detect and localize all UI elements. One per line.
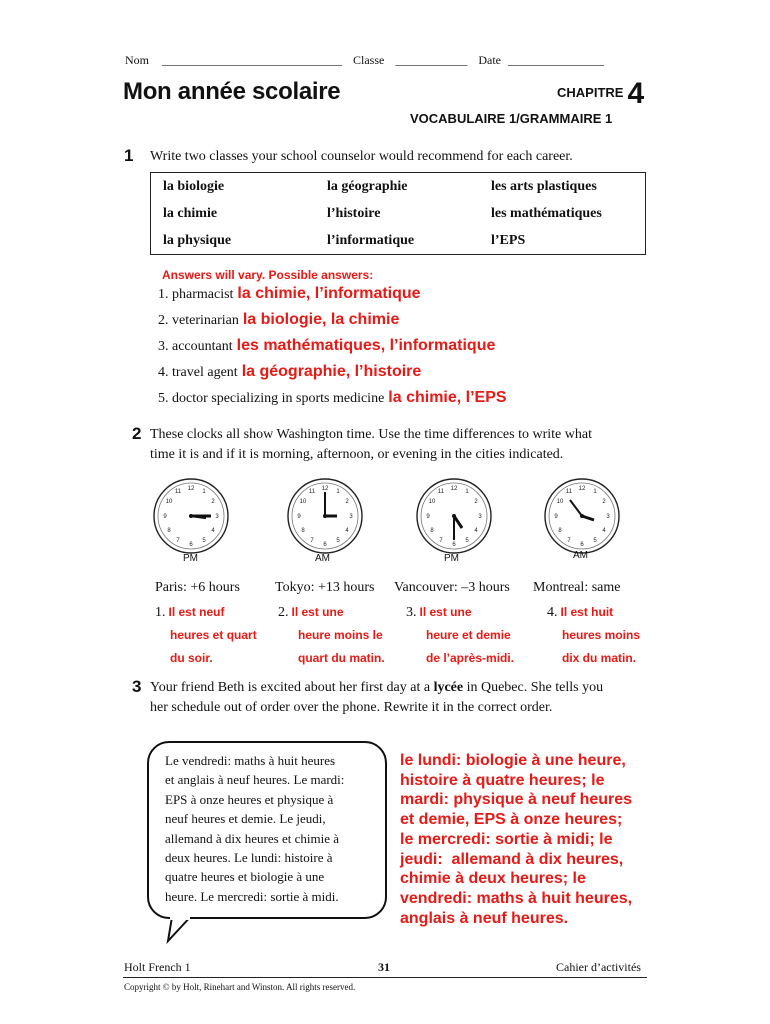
- question-3-prompt-line: her schedule out of order over the phone. Rewrite it in the correct order.: [150, 700, 553, 715]
- svg-text:9: 9: [163, 514, 167, 520]
- name-class-date-line: [125, 53, 604, 68]
- clock-period-label: PM: [444, 553, 459, 564]
- footer-rule: [123, 977, 647, 978]
- city-offset: Tokyo: +13 hours: [275, 580, 375, 595]
- word-row: [151, 227, 646, 255]
- footer-book-title: Holt French 1: [124, 960, 191, 974]
- time-answer-line: heure et demie: [426, 628, 511, 642]
- city-offset: Paris: +6 hours: [155, 580, 240, 595]
- schedule-answer-line: vendredi: maths à huit heures,: [400, 889, 633, 907]
- schedule-answer-line: mardi: physique à neuf heures: [400, 791, 633, 809]
- schedule-answer-line: anglais à neuf heures.: [400, 909, 569, 927]
- tail-joint: [170, 914, 190, 920]
- word-box: [150, 172, 646, 255]
- svg-text:12: 12: [187, 486, 195, 492]
- svg-text:8: 8: [558, 528, 562, 534]
- question-3-prompt: [150, 678, 603, 718]
- answers-note: Answers will vary. Possible answers:: [162, 268, 374, 282]
- svg-text:1: 1: [593, 489, 597, 495]
- time-answer-line: de l’après-midi.: [426, 651, 515, 665]
- svg-text:10: 10: [556, 499, 564, 505]
- svg-text:8: 8: [167, 528, 171, 534]
- svg-text:8: 8: [430, 528, 434, 534]
- time-answer-line: du soir.: [170, 651, 213, 665]
- clock-period-label: PM: [183, 553, 198, 564]
- question-3-prompt-bold: lycée: [433, 680, 464, 695]
- career-answer: la chimie, l’EPS: [388, 389, 507, 406]
- svg-text:11: 11: [565, 489, 573, 495]
- nom-blank: ______________________________: [162, 53, 342, 67]
- time-answer-line: Il est une: [291, 605, 344, 619]
- svg-text:5: 5: [202, 538, 206, 544]
- bubble-line: et anglais à neuf heures. Le mardi:: [165, 772, 345, 788]
- svg-text:6: 6: [189, 542, 193, 548]
- clock-face-icon: [285, 476, 365, 556]
- career-answer: la chimie, l’informatique: [237, 285, 421, 302]
- career-answer: les mathématiques, l’informatique: [236, 337, 496, 354]
- career-answer: la biologie, la chimie: [242, 311, 400, 328]
- question-3-number: 3: [132, 677, 142, 696]
- svg-text:1: 1: [465, 489, 469, 495]
- svg-text:9: 9: [554, 514, 558, 520]
- svg-text:12: 12: [321, 486, 329, 492]
- svg-text:11: 11: [174, 489, 182, 495]
- question-3-prompt-text: in Quebec. She tells you: [463, 680, 604, 695]
- svg-text:3: 3: [349, 514, 353, 520]
- svg-text:4: 4: [345, 528, 349, 534]
- city-offset: Vancouver: –3 hours: [394, 580, 510, 595]
- bubble-line: allemand à dix heures et chimie à: [165, 830, 339, 846]
- svg-text:5: 5: [336, 538, 340, 544]
- time-answer-line: Il est neuf: [168, 605, 225, 619]
- svg-text:6: 6: [452, 542, 456, 548]
- footer-workbook: Cahier d’activités: [556, 960, 641, 974]
- chapter-number: 4: [627, 77, 645, 110]
- svg-text:2: 2: [211, 499, 215, 505]
- career-item: [158, 389, 507, 407]
- classe-blank: ____________: [395, 53, 468, 67]
- svg-text:4: 4: [602, 528, 606, 534]
- svg-text:12: 12: [450, 486, 458, 492]
- career-item: [158, 311, 399, 329]
- time-answer-number: 4.: [547, 605, 558, 620]
- bubble-line: quatre heures et biologie à une: [165, 869, 325, 885]
- clock-face-icon: [414, 476, 494, 556]
- question-1-prompt: Write two classes your school counselor would recommend for each career.: [150, 149, 573, 164]
- word-cell: l’histoire: [327, 205, 381, 221]
- question-2-number: 2: [132, 424, 142, 443]
- svg-text:9: 9: [426, 514, 430, 520]
- nom-label: Nom: [125, 53, 149, 67]
- time-answer: [155, 601, 257, 670]
- bubble-line: neuf heures et demie. Le jeudi,: [165, 811, 326, 827]
- svg-text:11: 11: [308, 489, 316, 495]
- time-answer-number: 1.: [155, 605, 166, 620]
- word-cell: la chimie: [163, 205, 218, 221]
- svg-text:3: 3: [606, 514, 610, 520]
- section-heading: VOCABULAIRE 1/GRAMMAIRE 1: [410, 111, 613, 126]
- word-cell: les arts plastiques: [491, 178, 597, 194]
- city-offset: Montreal: same: [533, 580, 621, 595]
- time-answer-number: 2.: [278, 605, 289, 620]
- svg-text:10: 10: [299, 499, 307, 505]
- bubble-line: heure. Le mercredi: sortie à midi.: [165, 888, 339, 904]
- svg-text:4: 4: [211, 528, 215, 534]
- date-label: Date: [478, 53, 501, 67]
- svg-text:8: 8: [301, 528, 305, 534]
- clock-face-icon: [151, 476, 231, 556]
- word-cell: la biologie: [163, 178, 225, 194]
- career-label: 5. doctor specializing in sports medicine: [158, 391, 385, 406]
- career-label: 2. veterinarian: [158, 313, 239, 328]
- svg-text:10: 10: [165, 499, 173, 505]
- word-row: [151, 173, 646, 201]
- bubble-line: Le vendredi: maths à huit heures: [165, 753, 336, 768]
- time-answer-number: 3.: [406, 605, 417, 620]
- svg-text:6: 6: [323, 542, 327, 548]
- time-answer-line: Il est une: [419, 605, 472, 619]
- word-cell: l’EPS: [491, 232, 526, 248]
- bubble-line: deux heures. Le lundi: histoire à: [165, 850, 333, 866]
- svg-text:6: 6: [580, 542, 584, 548]
- time-answer-line: Il est huit: [560, 605, 614, 619]
- schedule-answer-line: histoire à quatre heures; le: [400, 771, 605, 789]
- svg-text:1: 1: [336, 489, 340, 495]
- word-row: [151, 200, 646, 227]
- chapter-heading: [557, 77, 644, 111]
- career-item: [158, 285, 421, 303]
- svg-text:1: 1: [202, 489, 206, 495]
- bubble-line: EPS à onze heures et physique à: [165, 791, 334, 807]
- schedule-answer-line: le lundi: biologie à une heure,: [400, 752, 626, 769]
- speech-bubble: [147, 741, 387, 919]
- page-number: 31: [378, 960, 390, 974]
- svg-text:7: 7: [439, 538, 443, 544]
- time-answer-line: heure moins le: [298, 628, 383, 642]
- svg-text:5: 5: [465, 538, 469, 544]
- svg-text:7: 7: [567, 538, 571, 544]
- date-blank: ________________: [508, 53, 604, 67]
- career-item: [158, 337, 495, 355]
- schedule-answer: [400, 751, 650, 928]
- svg-text:4: 4: [474, 528, 478, 534]
- schedule-answer-line: et demie, EPS à onze heures;: [400, 811, 623, 829]
- page-title: Mon année scolaire: [123, 78, 341, 105]
- career-item: [158, 363, 421, 381]
- svg-text:2: 2: [345, 499, 349, 505]
- clock-period-label: AM: [315, 553, 330, 564]
- svg-text:2: 2: [474, 499, 478, 505]
- career-label: 1. pharmacist: [158, 287, 234, 302]
- svg-text:3: 3: [215, 514, 219, 520]
- svg-text:2: 2: [602, 499, 606, 505]
- svg-text:12: 12: [578, 486, 586, 492]
- svg-text:10: 10: [428, 499, 436, 505]
- schedule-answer-line: le mercredi: sortie à midi; le: [400, 830, 613, 848]
- copyright: Copyright © by Holt, Rinehart and Winston. All rights reserved.: [124, 982, 356, 992]
- time-answer: [278, 601, 385, 670]
- time-answer-line: dix du matin.: [562, 651, 637, 665]
- time-answer: [547, 601, 640, 670]
- time-answer-line: quart du matin.: [298, 651, 385, 665]
- question-3-prompt-text: Your friend Beth is excited about her first day at a: [150, 680, 434, 695]
- svg-text:7: 7: [310, 538, 314, 544]
- svg-text:9: 9: [297, 514, 301, 520]
- classe-label: Classe: [353, 53, 385, 67]
- time-answer: [406, 601, 514, 670]
- question-2-prompt: [150, 425, 592, 465]
- word-cell: la géographie: [327, 178, 408, 194]
- clock-face-icon: [542, 476, 622, 556]
- word-cell: l’informatique: [327, 232, 415, 248]
- time-answer-line: heures et quart: [170, 628, 257, 642]
- career-label: 4. travel agent: [158, 365, 238, 380]
- svg-text:7: 7: [176, 538, 180, 544]
- question-2-prompt-line: These clocks all show Washington time. Use the time differences to write what: [150, 427, 592, 442]
- svg-text:3: 3: [478, 514, 482, 520]
- word-cell: les mathématiques: [491, 205, 602, 221]
- schedule-answer-line: jeudi: allemand à dix heures,: [400, 850, 624, 868]
- clock-period-label: AM: [573, 550, 588, 561]
- question-1-number: 1: [124, 146, 134, 165]
- time-answer-line: heures moins: [562, 628, 641, 642]
- career-answer: la géographie, l’histoire: [241, 363, 422, 380]
- schedule-answer-line: chimie à deux heures; le: [400, 870, 586, 888]
- svg-text:11: 11: [437, 489, 445, 495]
- word-cell: la physique: [163, 232, 232, 248]
- question-2-prompt-line: time it is and if it is morning, afternoon, or evening in the cities indicated.: [150, 447, 564, 462]
- career-label: 3. accountant: [158, 339, 233, 354]
- svg-text:5: 5: [593, 538, 597, 544]
- chapter-label: CHAPITRE: [557, 85, 624, 100]
